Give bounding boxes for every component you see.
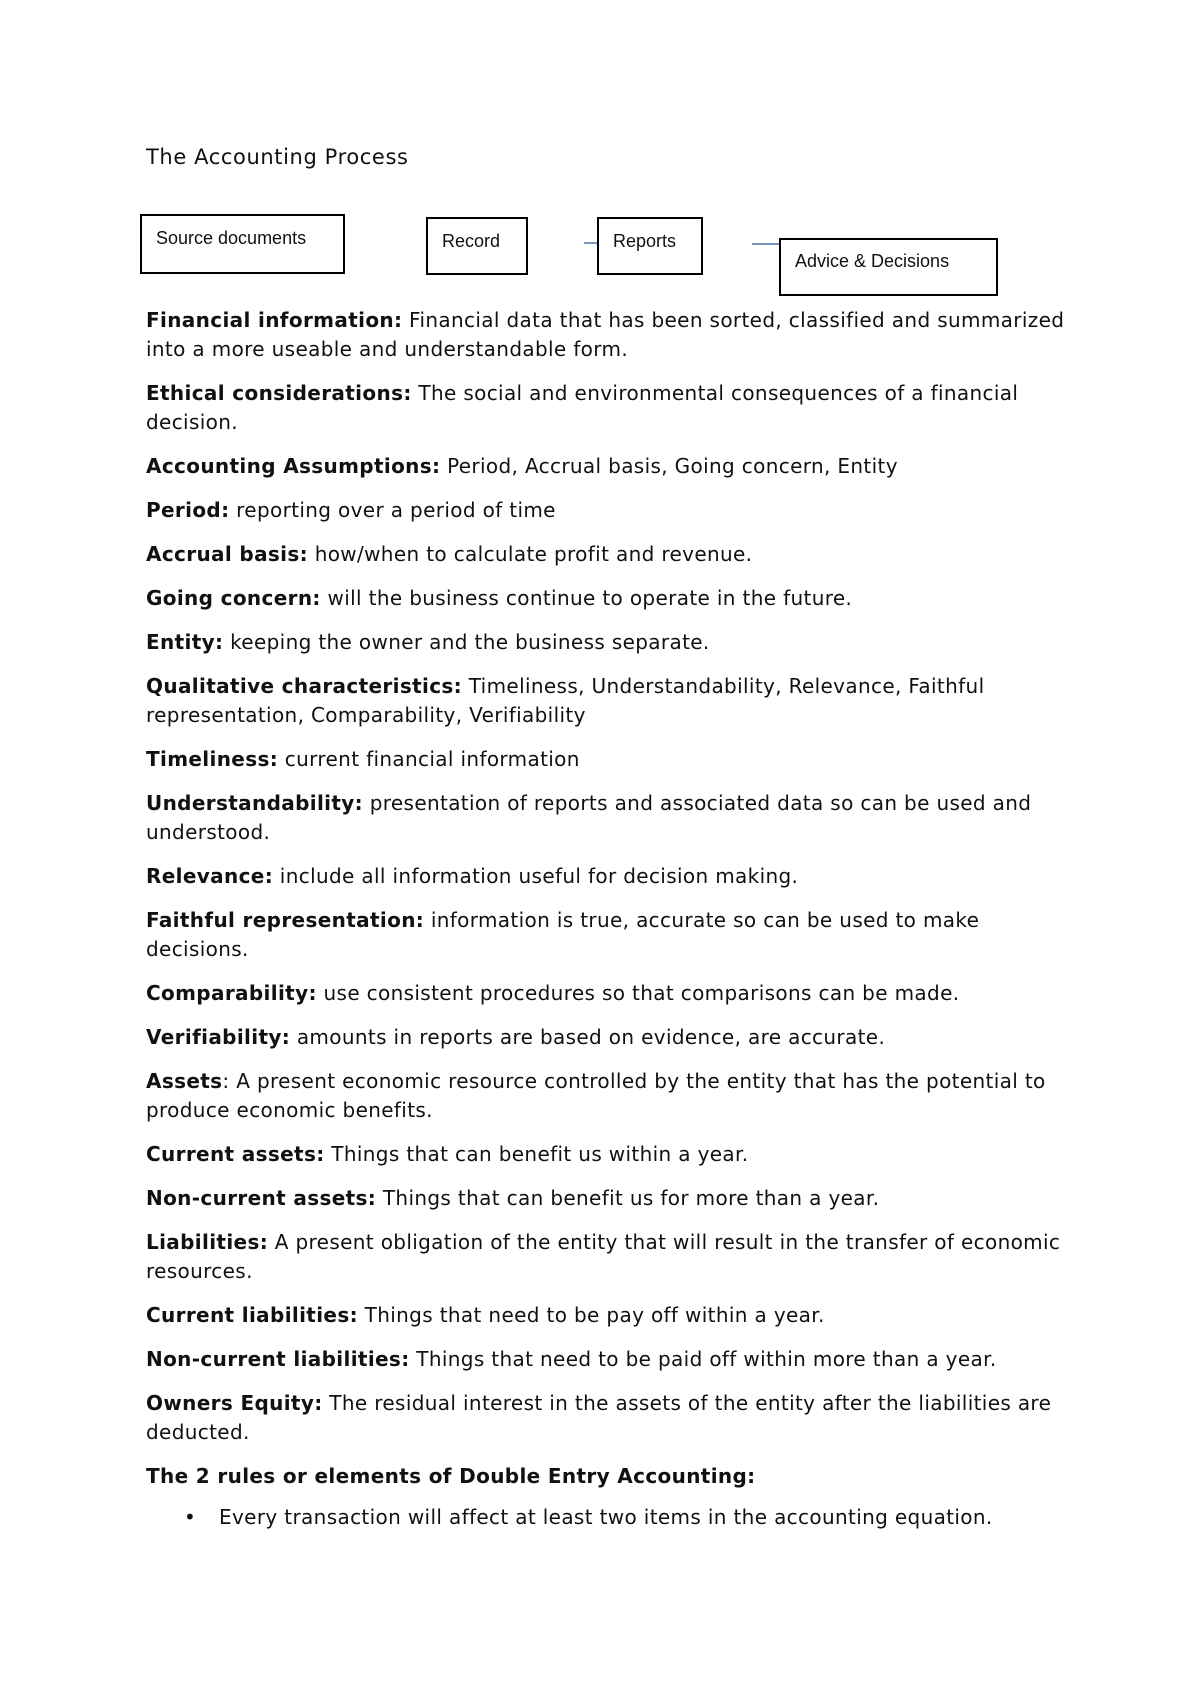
- definition-term: Period:: [146, 498, 230, 522]
- definition-text: Things that need to be pay off within a year.: [357, 1303, 825, 1327]
- definition-text: Things that can benefit us for more than a year.: [376, 1186, 880, 1210]
- definition-text: The social and environmental consequences of a financial decision.: [146, 381, 1019, 434]
- definition-text: Things that can benefit us within a year.: [324, 1142, 749, 1166]
- definition-entry: [146, 1067, 1066, 1125]
- definition-entry: [146, 379, 1066, 437]
- definition-term: Current liabilities:: [146, 1303, 358, 1327]
- definition-term: Financial information:: [146, 308, 403, 332]
- definition-entry: [146, 1228, 1066, 1286]
- definition-entry: [146, 672, 1066, 730]
- list-item: [146, 1503, 1066, 1532]
- double-entry-heading: The 2 rules or elements of Double Entry Accounting:: [146, 1464, 756, 1488]
- definition-entry: [146, 979, 1066, 1008]
- definition-text: current financial information: [278, 747, 580, 771]
- definition-entry: [146, 1023, 1066, 1052]
- definition-text: presentation of reports and associated data so can be used and understood.: [146, 791, 1032, 844]
- definition-text: keeping the owner and the business separate.: [223, 630, 710, 654]
- definition-entry: [146, 306, 1066, 364]
- flow-step-reports: Reports: [597, 217, 703, 275]
- definition-term: Going concern:: [146, 586, 321, 610]
- double-entry-rules-list: [146, 1503, 1066, 1532]
- definition-text: reporting over a period of time: [229, 498, 556, 522]
- definition-entry: [146, 1389, 1066, 1447]
- definition-term: Understandability:: [146, 791, 364, 815]
- definition-term: Non-current liabilities:: [146, 1347, 410, 1371]
- definition-text: use consistent procedures so that comparisons can be made.: [316, 981, 960, 1005]
- bullet-icon: •: [184, 1505, 197, 1529]
- definition-text: information is true, accurate so can be used to make decisions.: [146, 908, 980, 961]
- flow-step-source-documents: Source documents: [140, 214, 345, 274]
- definition-text: include all information useful for decision making.: [273, 864, 799, 888]
- definition-text: Financial data that has been sorted, classified and summarized into a more useable and understandable form.: [146, 308, 1065, 361]
- definition-entry: [146, 1301, 1066, 1330]
- definitions-list: [146, 306, 1066, 1532]
- definition-text: Timeliness, Understandability, Relevance, Faithful representation, Comparability, Verifiability: [146, 674, 985, 727]
- definition-text: A present obligation of the entity that will result in the transfer of economic resources.: [146, 1230, 1061, 1283]
- definition-entry: [146, 1184, 1066, 1213]
- definition-entry: [146, 1140, 1066, 1169]
- definition-term: Qualitative characteristics:: [146, 674, 463, 698]
- definition-entry: [146, 862, 1066, 891]
- flow-step-record: Record: [426, 217, 528, 275]
- definition-entry: [146, 628, 1066, 657]
- definition-entry: [146, 1345, 1066, 1374]
- definition-term: Owners Equity:: [146, 1391, 323, 1415]
- definition-term: Current assets:: [146, 1142, 325, 1166]
- list-item-text: Every transaction will affect at least two items in the accounting equation.: [219, 1505, 993, 1529]
- definition-term: Accrual basis:: [146, 542, 308, 566]
- definition-text: : A present economic resource controlled by the entity that has the potential to produce economic benefits.: [146, 1069, 1046, 1122]
- definition-text: will the business continue to operate in the future.: [320, 586, 853, 610]
- definition-text: Period, Accrual basis, Going concern, Entity: [440, 454, 898, 478]
- definition-term: Accounting Assumptions:: [146, 454, 441, 478]
- definition-entry: [146, 789, 1066, 847]
- definition-term: Verifiability:: [146, 1025, 291, 1049]
- definition-term: Assets: [146, 1069, 223, 1093]
- definition-text: Things that need to be paid off within more than a year.: [409, 1347, 997, 1371]
- definition-entry: [146, 745, 1066, 774]
- page-title: The Accounting Process: [146, 145, 409, 169]
- definition-text: how/when to calculate profit and revenue.: [307, 542, 753, 566]
- definition-term: Ethical considerations:: [146, 381, 412, 405]
- definition-text: amounts in reports are based on evidence, are accurate.: [290, 1025, 886, 1049]
- definition-term: Faithful representation:: [146, 908, 425, 932]
- definition-term: Relevance:: [146, 864, 274, 888]
- definition-entry: [146, 452, 1066, 481]
- definition-term: Comparability:: [146, 981, 317, 1005]
- flow-step-advice-decisions: Advice & Decisions: [779, 238, 998, 296]
- definition-entry: [146, 906, 1066, 964]
- definition-text: The residual interest in the assets of the entity after the liabilities are deducted.: [146, 1391, 1052, 1444]
- definition-entry: [146, 540, 1066, 569]
- definition-term: Liabilities:: [146, 1230, 269, 1254]
- definition-entry: [146, 496, 1066, 525]
- definition-term: Non-current assets:: [146, 1186, 377, 1210]
- definition-term: Timeliness:: [146, 747, 279, 771]
- definition-term: Entity:: [146, 630, 224, 654]
- definition-entry: [146, 584, 1066, 613]
